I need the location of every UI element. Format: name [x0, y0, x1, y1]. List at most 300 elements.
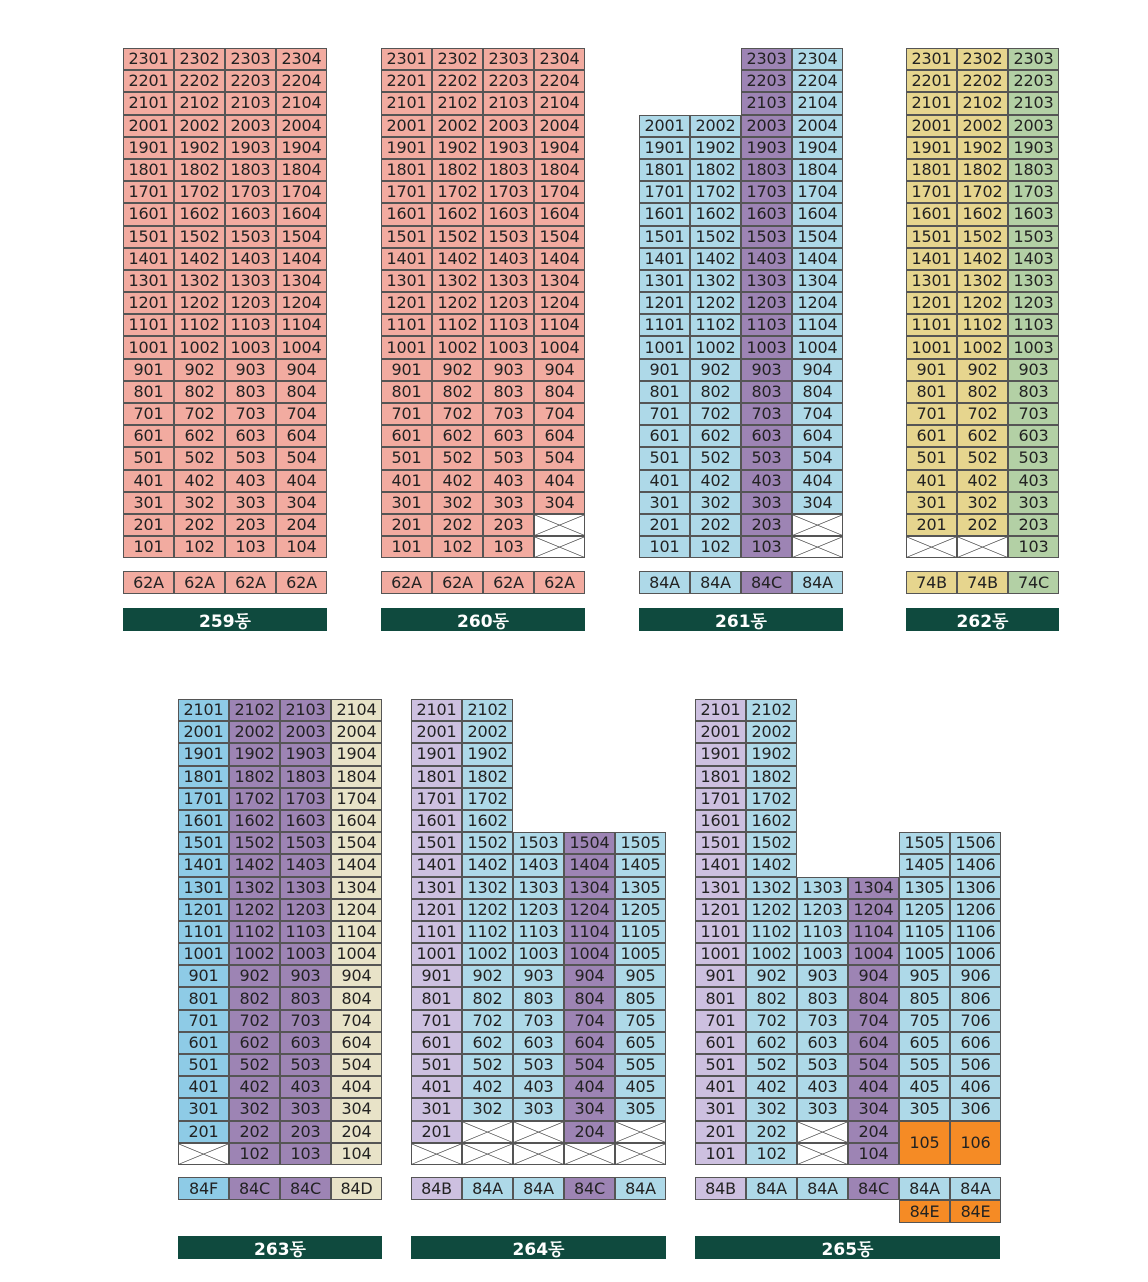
unit-cell: 701	[906, 403, 957, 425]
unit-cell: 103	[280, 1143, 331, 1165]
unit-cell: 106	[950, 1121, 1001, 1165]
empty-slot	[797, 832, 848, 854]
unit-cell: 304	[534, 492, 585, 514]
unit-cell: 1601	[906, 203, 957, 225]
unit-cell: 1402	[432, 248, 483, 270]
unit-cell: 1601	[381, 203, 432, 225]
unit-cell: 1103	[741, 314, 792, 336]
unit-cell: 303	[483, 492, 534, 514]
unit-cell: 1303	[513, 877, 564, 899]
no-unit-cross	[411, 1143, 462, 1165]
unit-cell: 403	[513, 1076, 564, 1098]
unit-cell: 1301	[123, 270, 174, 292]
unit-cell: 303	[1008, 492, 1059, 514]
building-264	[411, 699, 666, 1260]
unit-cell: 303	[741, 492, 792, 514]
unit-cell: 1204	[792, 292, 843, 314]
empty-slot	[615, 788, 666, 810]
unit-grid	[381, 48, 585, 558]
unit-cell: 301	[381, 492, 432, 514]
unit-cell: 1305	[899, 877, 950, 899]
unit-cell: 704	[534, 403, 585, 425]
unit-cell: 1202	[746, 899, 797, 921]
unit-cell: 302	[462, 1098, 513, 1120]
unit-cell: 903	[741, 359, 792, 381]
unit-type-label: 84B	[695, 1177, 746, 1200]
unit-cell: 703	[741, 403, 792, 425]
unit-cell: 702	[462, 1010, 513, 1032]
unit-cell: 303	[225, 492, 276, 514]
unit-cell: 1101	[639, 314, 690, 336]
unit-cell: 102	[229, 1143, 280, 1165]
unit-type-label: 84A	[639, 571, 690, 594]
unit-cell: 504	[331, 1054, 382, 1076]
unit-cell: 1004	[276, 336, 327, 358]
unit-cell: 101	[639, 536, 690, 558]
unit-cell: 2103	[225, 92, 276, 114]
unit-cell: 1503	[225, 226, 276, 248]
unit-cell: 2003	[280, 721, 331, 743]
unit-cell: 804	[564, 987, 615, 1009]
unit-cell: 1002	[432, 336, 483, 358]
unit-cell: 804	[276, 381, 327, 403]
unit-cell: 802	[174, 381, 225, 403]
unit-cell: 1303	[483, 270, 534, 292]
unit-cell: 1305	[615, 877, 666, 899]
unit-cell: 802	[462, 987, 513, 1009]
unit-cell: 1204	[848, 899, 899, 921]
unit-cell: 1102	[174, 314, 225, 336]
unit-cell: 1601	[639, 203, 690, 225]
unit-cell: 1803	[483, 159, 534, 181]
empty-slot	[564, 721, 615, 743]
empty-slot	[639, 70, 690, 92]
unit-cell: 1202	[432, 292, 483, 314]
unit-cell: 1804	[792, 159, 843, 181]
unit-cell: 905	[615, 965, 666, 987]
empty-slot	[950, 810, 1001, 832]
unit-cell: 401	[381, 470, 432, 492]
unit-cell: 1401	[695, 854, 746, 876]
unit-cell: 1502	[957, 226, 1008, 248]
unit-cell: 601	[381, 425, 432, 447]
unit-cell: 802	[957, 381, 1008, 403]
unit-grid	[123, 48, 327, 558]
unit-cell: 1002	[229, 943, 280, 965]
unit-cell: 1602	[229, 810, 280, 832]
empty-slot	[564, 766, 615, 788]
unit-cell: 902	[229, 965, 280, 987]
empty-slot	[848, 832, 899, 854]
unit-cell: 602	[229, 1032, 280, 1054]
empty-slot	[615, 699, 666, 721]
no-unit-cross	[564, 1143, 615, 1165]
no-unit-cross	[513, 1121, 564, 1143]
unit-cell: 301	[123, 492, 174, 514]
unit-cell: 401	[123, 470, 174, 492]
unit-cell: 2203	[1008, 70, 1059, 92]
unit-cell: 1803	[741, 159, 792, 181]
unit-cell: 402	[957, 470, 1008, 492]
unit-cell: 1802	[746, 766, 797, 788]
unit-cell: 203	[280, 1121, 331, 1143]
unit-cell: 102	[690, 536, 741, 558]
unit-cell: 1702	[746, 788, 797, 810]
unit-cell: 1903	[483, 137, 534, 159]
unit-cell: 503	[483, 447, 534, 469]
unit-cell: 1001	[381, 336, 432, 358]
empty-slot	[615, 766, 666, 788]
unit-cell: 1003	[280, 943, 331, 965]
unit-grid	[411, 699, 666, 1165]
unit-cell: 404	[534, 470, 585, 492]
unit-cell: 1301	[411, 877, 462, 899]
unit-cell: 2103	[483, 92, 534, 114]
unit-cell: 1004	[848, 943, 899, 965]
unit-cell: 2004	[792, 115, 843, 137]
building-label: 263동	[178, 1236, 382, 1259]
unit-cell: 1801	[695, 766, 746, 788]
unit-type-label: 84C	[280, 1177, 331, 1200]
unit-cell: 1103	[797, 921, 848, 943]
unit-cell: 902	[690, 359, 741, 381]
unit-cell: 1704	[534, 181, 585, 203]
unit-cell: 1701	[411, 788, 462, 810]
unit-cell: 602	[174, 425, 225, 447]
unit-cell: 803	[513, 987, 564, 1009]
building-262	[906, 48, 1059, 632]
unit-cell: 601	[695, 1032, 746, 1054]
unit-cell: 1403	[225, 248, 276, 270]
unit-cell: 103	[225, 536, 276, 558]
unit-cell: 1002	[462, 943, 513, 965]
unit-cell: 1401	[123, 248, 174, 270]
unit-cell: 1703	[280, 788, 331, 810]
unit-cell: 1503	[513, 832, 564, 854]
unit-cell: 1102	[690, 314, 741, 336]
unit-cell: 603	[513, 1032, 564, 1054]
unit-cell: 303	[513, 1098, 564, 1120]
empty-slot	[797, 854, 848, 876]
unit-cell: 1402	[462, 854, 513, 876]
unit-cell: 1002	[174, 336, 225, 358]
unit-cell: 306	[950, 1098, 1001, 1120]
unit-cell: 1102	[462, 921, 513, 943]
unit-cell: 1701	[381, 181, 432, 203]
unit-cell: 1604	[331, 810, 382, 832]
unit-cell: 803	[225, 381, 276, 403]
empty-slot	[690, 48, 741, 70]
unit-cell: 2001	[381, 115, 432, 137]
unit-cell: 2002	[229, 721, 280, 743]
unit-cell: 2302	[957, 48, 1008, 70]
empty-slot	[513, 721, 564, 743]
unit-cell: 903	[483, 359, 534, 381]
unit-cell: 905	[899, 965, 950, 987]
unit-type-label: 74B	[957, 571, 1008, 594]
unit-cell: 1501	[639, 226, 690, 248]
unit-cell: 502	[462, 1054, 513, 1076]
unit-cell: 102	[746, 1143, 797, 1165]
unit-cell: 502	[229, 1054, 280, 1076]
unit-cell: 301	[906, 492, 957, 514]
unit-cell: 404	[848, 1076, 899, 1098]
unit-cell: 203	[225, 514, 276, 536]
unit-cell: 301	[639, 492, 690, 514]
unit-cell: 1904	[792, 137, 843, 159]
unit-cell: 603	[741, 425, 792, 447]
unit-cell: 1102	[229, 921, 280, 943]
unit-cell: 1203	[797, 899, 848, 921]
unit-type-label: 84C	[848, 1177, 899, 1200]
unit-cell: 804	[792, 381, 843, 403]
unit-cell: 1103	[513, 921, 564, 943]
unit-cell: 602	[690, 425, 741, 447]
unit-cell: 604	[564, 1032, 615, 1054]
building-259	[123, 48, 327, 632]
unit-cell: 602	[746, 1032, 797, 1054]
unit-cell: 2202	[174, 70, 225, 92]
unit-cell: 1901	[411, 743, 462, 765]
unit-cell: 601	[178, 1032, 229, 1054]
unit-cell: 402	[690, 470, 741, 492]
unit-cell: 1302	[174, 270, 225, 292]
unit-cell: 702	[746, 1010, 797, 1032]
unit-cell: 204	[331, 1121, 382, 1143]
empty-slot	[848, 743, 899, 765]
unit-cell: 703	[797, 1010, 848, 1032]
unit-cell: 303	[280, 1098, 331, 1120]
unit-cell: 1401	[906, 248, 957, 270]
unit-cell: 1701	[695, 788, 746, 810]
unit-cell: 1301	[178, 877, 229, 899]
unit-cell: 1503	[483, 226, 534, 248]
unit-cell: 2202	[432, 70, 483, 92]
unit-cell: 2102	[462, 699, 513, 721]
unit-cell: 502	[690, 447, 741, 469]
unit-cell: 1602	[690, 203, 741, 225]
unit-cell: 903	[280, 965, 331, 987]
empty-slot	[797, 699, 848, 721]
unit-cell: 804	[331, 987, 382, 1009]
unit-cell: 502	[174, 447, 225, 469]
unit-type-row	[178, 1177, 382, 1200]
unit-type-label: 84A	[615, 1177, 666, 1200]
unit-cell: 204	[276, 514, 327, 536]
unit-cell: 1501	[381, 226, 432, 248]
unit-cell: 703	[483, 403, 534, 425]
unit-cell: 2101	[178, 699, 229, 721]
unit-cell: 1001	[695, 943, 746, 965]
unit-cell: 1504	[792, 226, 843, 248]
unit-cell: 1203	[741, 292, 792, 314]
unit-cell: 1601	[695, 810, 746, 832]
empty-slot	[797, 743, 848, 765]
unit-cell: 1104	[276, 314, 327, 336]
unit-cell: 1403	[483, 248, 534, 270]
unit-cell: 1502	[229, 832, 280, 854]
unit-cell: 2101	[123, 92, 174, 114]
unit-cell: 1701	[178, 788, 229, 810]
unit-cell: 1301	[695, 877, 746, 899]
unit-cell: 303	[797, 1098, 848, 1120]
unit-cell: 1102	[746, 921, 797, 943]
unit-cell: 2003	[1008, 115, 1059, 137]
unit-cell: 703	[1008, 403, 1059, 425]
empty-slot	[899, 788, 950, 810]
empty-slot	[950, 699, 1001, 721]
unit-cell: 1403	[513, 854, 564, 876]
unit-cell: 704	[276, 403, 327, 425]
unit-cell: 1203	[280, 899, 331, 921]
unit-cell: 2203	[741, 70, 792, 92]
unit-cell: 705	[899, 1010, 950, 1032]
unit-cell: 602	[957, 425, 1008, 447]
unit-cell: 2102	[957, 92, 1008, 114]
unit-cell: 101	[381, 536, 432, 558]
unit-cell: 704	[848, 1010, 899, 1032]
unit-type-label: 84D	[331, 1177, 382, 1200]
unit-cell: 1504	[276, 226, 327, 248]
unit-cell: 201	[695, 1121, 746, 1143]
unit-cell: 1801	[639, 159, 690, 181]
unit-grid	[639, 48, 843, 558]
unit-cell: 1004	[792, 336, 843, 358]
unit-cell: 402	[746, 1076, 797, 1098]
building-label: 260동	[381, 608, 585, 631]
unit-type-label: 62A	[534, 571, 585, 594]
unit-cell: 1503	[1008, 226, 1059, 248]
unit-cell: 1302	[432, 270, 483, 292]
unit-cell: 901	[381, 359, 432, 381]
unit-cell: 1303	[1008, 270, 1059, 292]
unit-cell: 501	[906, 447, 957, 469]
unit-cell: 701	[411, 1010, 462, 1032]
unit-type-row	[123, 571, 327, 594]
empty-slot	[950, 788, 1001, 810]
unit-cell: 1502	[746, 832, 797, 854]
unit-cell: 904	[564, 965, 615, 987]
unit-cell: 602	[462, 1032, 513, 1054]
unit-type-label: 62A	[276, 571, 327, 594]
unit-cell: 902	[462, 965, 513, 987]
unit-type-label: 84E	[950, 1200, 1001, 1223]
unit-cell: 403	[225, 470, 276, 492]
unit-cell: 1903	[1008, 137, 1059, 159]
unit-cell: 1401	[178, 854, 229, 876]
unit-cell: 1104	[331, 921, 382, 943]
unit-cell: 2303	[741, 48, 792, 70]
unit-cell: 806	[950, 987, 1001, 1009]
unit-cell: 1302	[746, 877, 797, 899]
unit-cell: 1901	[906, 137, 957, 159]
unit-cell: 1704	[276, 181, 327, 203]
unit-cell: 904	[534, 359, 585, 381]
unit-cell: 202	[174, 514, 225, 536]
unit-cell: 903	[797, 965, 848, 987]
unit-cell: 1701	[639, 181, 690, 203]
unit-cell: 1701	[906, 181, 957, 203]
unit-cell: 504	[564, 1054, 615, 1076]
building-263	[178, 699, 382, 1260]
unit-cell: 2103	[280, 699, 331, 721]
unit-cell: 1404	[564, 854, 615, 876]
unit-cell: 103	[483, 536, 534, 558]
empty-slot	[690, 70, 741, 92]
unit-cell: 805	[899, 987, 950, 1009]
unit-cell: 2204	[534, 70, 585, 92]
unit-cell: 305	[615, 1098, 666, 1120]
unit-cell: 2202	[957, 70, 1008, 92]
unit-cell: 1302	[690, 270, 741, 292]
unit-cell: 902	[432, 359, 483, 381]
unit-cell: 2104	[331, 699, 382, 721]
unit-cell: 503	[225, 447, 276, 469]
unit-cell: 1405	[615, 854, 666, 876]
unit-cell: 2201	[906, 70, 957, 92]
building-label: 261동	[639, 608, 843, 631]
unit-cell: 2003	[225, 115, 276, 137]
unit-cell: 2104	[276, 92, 327, 114]
unit-cell: 1401	[411, 854, 462, 876]
unit-cell: 1103	[225, 314, 276, 336]
unit-type-label: 84F	[178, 1177, 229, 1200]
unit-cell: 1901	[695, 743, 746, 765]
unit-cell: 302	[957, 492, 1008, 514]
unit-cell: 1404	[331, 854, 382, 876]
unit-type-label: 84A	[513, 1177, 564, 1200]
empty-slot	[513, 766, 564, 788]
empty-slot	[615, 721, 666, 743]
unit-cell: 1403	[280, 854, 331, 876]
unit-cell: 401	[178, 1076, 229, 1098]
unit-cell: 803	[280, 987, 331, 1009]
unit-cell: 503	[513, 1054, 564, 1076]
unit-cell: 901	[695, 965, 746, 987]
unit-cell: 1301	[639, 270, 690, 292]
empty-slot	[746, 1200, 797, 1223]
unit-type-label: 84A	[690, 571, 741, 594]
unit-cell: 201	[906, 514, 957, 536]
unit-cell: 903	[513, 965, 564, 987]
unit-cell: 1003	[483, 336, 534, 358]
empty-slot	[513, 788, 564, 810]
unit-cell: 1004	[331, 943, 382, 965]
empty-slot	[639, 48, 690, 70]
unit-cell: 504	[848, 1054, 899, 1076]
building-label: 259동	[123, 608, 327, 631]
unit-cell: 801	[123, 381, 174, 403]
building-265	[695, 699, 1001, 1260]
unit-cell: 1201	[381, 292, 432, 314]
unit-cell: 805	[615, 987, 666, 1009]
empty-slot	[797, 721, 848, 743]
unit-type-label: 62A	[174, 571, 225, 594]
unit-cell: 2002	[957, 115, 1008, 137]
unit-cell: 401	[639, 470, 690, 492]
unit-cell: 403	[797, 1076, 848, 1098]
unit-cell: 1303	[280, 877, 331, 899]
unit-cell: 1903	[280, 743, 331, 765]
unit-cell: 1404	[534, 248, 585, 270]
unit-cell: 1802	[229, 766, 280, 788]
unit-cell: 803	[1008, 381, 1059, 403]
unit-cell: 501	[639, 447, 690, 469]
unit-cell: 203	[483, 514, 534, 536]
unit-cell: 1803	[225, 159, 276, 181]
unit-cell: 1401	[639, 248, 690, 270]
unit-type-label: 84A	[792, 571, 843, 594]
